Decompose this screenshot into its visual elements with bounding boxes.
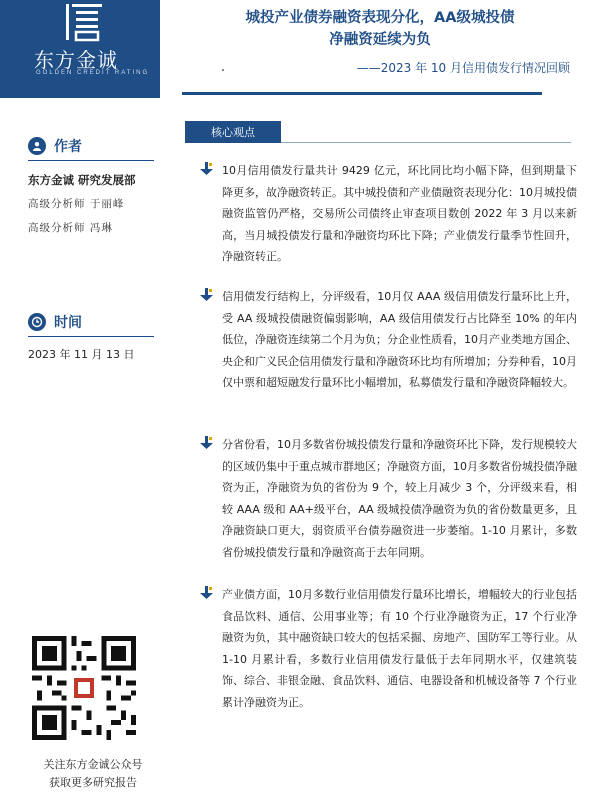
qr-caption: 关注东方金诚公众号	[43, 758, 143, 771]
decorative-dot	[222, 69, 224, 71]
clock-icon	[28, 313, 46, 331]
bullet-arrow-icon	[200, 586, 214, 600]
author-section-header	[28, 136, 82, 156]
report-subtitle: ——2023 年 10 月信用债发行情况回顾	[356, 61, 570, 75]
department: 东方金诚 研究发展部	[28, 173, 136, 187]
report-title: 净融资延续为负	[329, 32, 431, 48]
brand-name: 东方金诚	[34, 48, 118, 72]
report-date: 2023 年 11 月 13 日	[28, 348, 135, 361]
core-views-divider	[281, 142, 571, 143]
author-heading: 作者	[54, 139, 82, 155]
time-section-header	[28, 312, 82, 332]
building-logo-icon	[62, 2, 106, 42]
analyst-name: 高级分析师 于丽峰	[28, 198, 125, 210]
header-divider	[182, 92, 542, 95]
bullet-arrow-icon	[200, 288, 214, 302]
sidebar	[0, 0, 160, 800]
author-icon	[28, 137, 46, 155]
core-views-tag: 核心观点	[185, 121, 281, 143]
time-divider	[28, 336, 154, 337]
brand-block	[0, 0, 160, 98]
author-divider	[28, 160, 154, 161]
bullet-arrow-icon	[200, 162, 214, 176]
qr-caption: 获取更多研究报告	[49, 776, 137, 789]
brand-name-en: GOLDEN CREDIT RATING	[36, 70, 150, 76]
bullet-text: 产业债方面，10月多数行业信用债发行量环比增长，增幅较大的行业包括食品饮料、通信、公用事业等；有 10 个行业净融资为正，17 个行业净融资为负，其中融资缺口较大的包括采掘、房地产、国防军工等行业。从 1-10 月累计看，多数行业信用债发行量低于去年同期水平，仅建筑装饰、综合、非银金融、食品饮料、通信、电器设备和机械设备等 7 个行业累计净融资为正。	[222, 588, 577, 709]
bullet-text: 10月信用债发行量共计 9429 亿元，环比同比均小幅下降，但到期量下降更多，故净融资转正。其中城投债和产业债融资表现分化：10月城投债融资监管仍严格，交易所公司债终止审查项目数创 2022 年 3 月以来新高，当月城投债发行量和净融资均环比下降；产业债发行量季节性回升，净融资转正。	[222, 164, 577, 263]
bullet-arrow-icon	[200, 436, 214, 450]
report-title: 城投产业债券融资表现分化，AA级城投债	[245, 10, 515, 26]
bullet-text: 分省份看，10月多数省份城投债发行量和净融资环比下降，发行规模较大的区域仍集中于重点城市群地区；净融资方面，10月多数省份城投债净融资为正，净融资为负的省份为 9 个，较上月减少 3 个，分评级来看，相较 AAA 级和 AA+级平台，AA 级城投债净融资为负的省份数量更多，且净融资缺口更大，弱资质平台债券融资进一步萎缩。1-10 月累计，多数省份城投债发行量和净融资高于去年同期。	[222, 438, 577, 559]
analyst-name: 高级分析师 冯琳	[28, 222, 113, 234]
time-heading: 时间	[54, 315, 82, 331]
bullet-text: 信用债发行结构上，分评级看，10月仅 AAA 级信用债发行量环比上升，受 AA 级城投债融资偏弱影响，AA 级信用债发行占比降至 10% 的年内低位，净融资连续第二个月为负；分企业性质看，10月产业类地方国企、央企和广义民企信用债发行量和净融资环比均有所增加；分券种看，10月仅中票和超短融发行量环比小幅增加，私募债发行量和净融资降幅较大。	[222, 290, 577, 389]
qr-code-icon	[32, 636, 136, 740]
